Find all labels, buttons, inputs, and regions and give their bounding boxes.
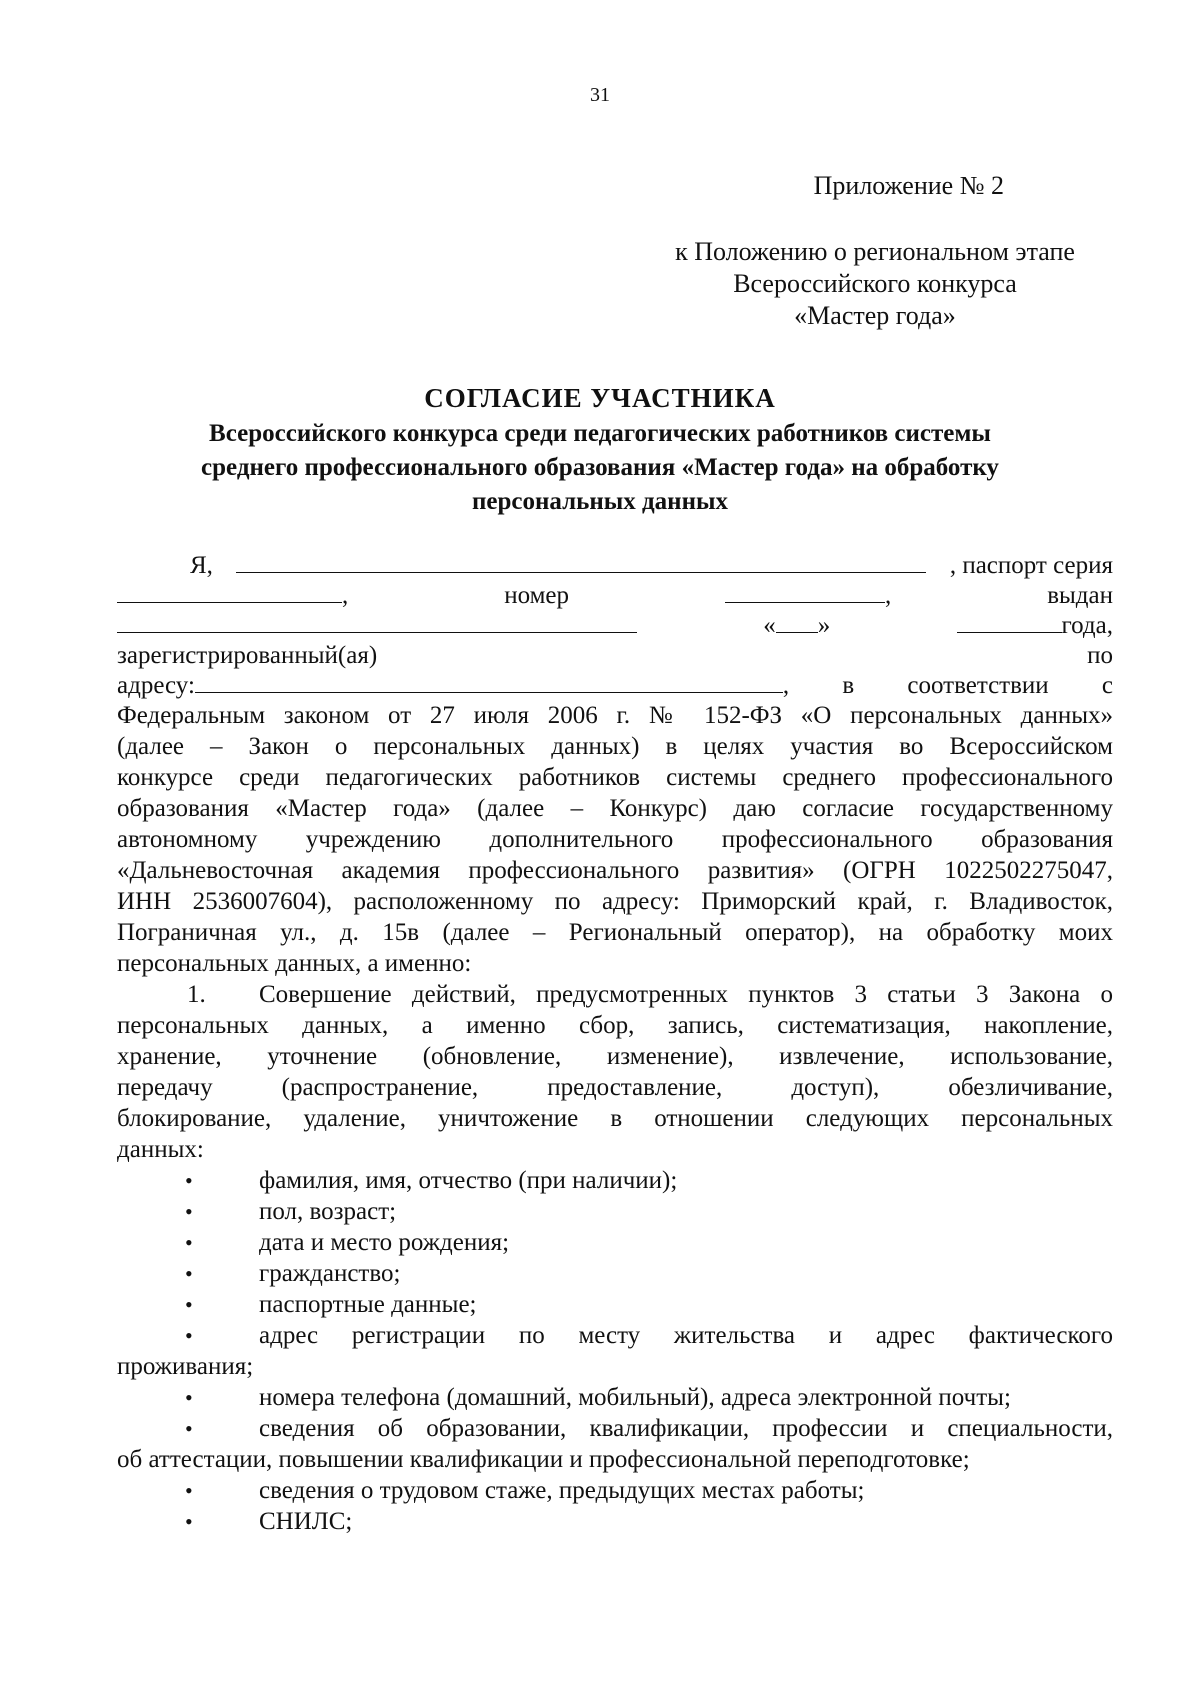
bullet-icon: • [185, 1478, 193, 1503]
ya-label: Я, [190, 552, 213, 579]
body-line: конкурсе среди педагогических работников системы среднего профессионального [117, 764, 1113, 791]
issued-by-field[interactable] [117, 610, 637, 633]
body-line: автономному учреждению дополнительного профессионального образования [117, 826, 1113, 853]
issued-label: выдан [1047, 582, 1113, 609]
item-1-text: Совершение действий, предусмотренных пунктов 3 статьи 3 Закона о [259, 981, 1113, 1008]
bullet-icon: • [185, 1292, 193, 1317]
v-word: в [842, 672, 855, 699]
appendix-title: Приложение № 2 [813, 171, 1004, 200]
list-item [117, 1506, 1113, 1537]
item-1-line: передачу (распространение, предоставление, доступ), обезличивание, [117, 1074, 1113, 1101]
bullet-icon: • [185, 1230, 193, 1255]
number-label: номер [504, 582, 570, 609]
list-item [117, 1320, 1113, 1351]
list-item-text: сведения об образовании, квалификации, профессии и специальности, [259, 1415, 1113, 1442]
title-line-4: персональных данных [471, 488, 729, 515]
body-line: образования «Мастер года» (далее – Конкурс) даю согласие государственному [117, 795, 1113, 822]
passport-series-field[interactable] [117, 580, 342, 603]
bullet-icon: • [185, 1509, 193, 1534]
list-item [117, 1165, 1113, 1196]
title-line-3: среднего профессионального образования «Мастер года» на обработку [201, 454, 999, 481]
list-item-text: СНИЛС; [259, 1508, 353, 1535]
item-1-line: данных: [117, 1136, 204, 1163]
body-line: персональных данных, а именно: [117, 950, 472, 977]
passport-number-field[interactable] [725, 580, 885, 603]
list-item [117, 1475, 1113, 1506]
address-label: адресу: [117, 672, 195, 699]
page-number: 31 [590, 84, 610, 106]
quote-open: « [763, 612, 776, 639]
personal-data-list [117, 1165, 1113, 1537]
comma: , [884, 582, 892, 609]
quote-close: » [817, 612, 831, 639]
appendix-reference [640, 236, 1110, 332]
item-1-first-line [117, 979, 1113, 1010]
list-item-text: номера телефона (домашний, мобильный), адреса электронной почты; [259, 1384, 1011, 1411]
list-item-text: дата и место рождения; [259, 1229, 510, 1256]
s-word: с [1101, 672, 1113, 699]
form-line-address [117, 670, 1113, 701]
item-number: 1. [187, 981, 206, 1008]
comma: , [782, 672, 790, 699]
form-line-passport [117, 580, 1113, 611]
list-item-text: паспортные данные; [259, 1291, 477, 1318]
reference-line-2: Всероссийского конкурса [733, 269, 1017, 298]
list-item-text: адрес регистрации по месту жительства и адрес фактического [259, 1322, 1113, 1349]
bullet-icon: • [185, 1199, 193, 1224]
reference-line-3: «Мастер года» [794, 301, 956, 330]
body-line: (далее – Закон о персональных данных) в целях участия во Всероссийском [117, 733, 1113, 760]
bullet-icon: • [185, 1416, 193, 1441]
list-item-text: фамилия, имя, отчество (при наличии); [259, 1167, 678, 1194]
year-label: года, [1061, 612, 1113, 639]
po-label: по [1087, 642, 1113, 669]
list-item-continuation: проживания; [117, 1353, 254, 1380]
document-title: СОГЛАСИЕ УЧАСТНИКА [424, 383, 776, 413]
item-1-line: персональных данных, а именно сбор, запись, систематизация, накопление, [117, 1012, 1113, 1039]
title-line-2: Всероссийского конкурса среди педагогических работников системы [209, 420, 991, 447]
body-line: ИНН 2536007604), расположенному по адресу: Приморский край, г. Владивосток, [117, 888, 1113, 915]
form-line-registered [117, 640, 1113, 671]
body-line: Федеральным законом от 27 июля 2006 г. № 152-ФЗ «О персональных данных» [117, 702, 1113, 729]
item-1-line: блокирование, удаление, уничтожение в отношении следующих персональных [117, 1105, 1113, 1132]
list-item [117, 1413, 1113, 1444]
form-line-name [117, 550, 1113, 581]
list-item [117, 1382, 1113, 1413]
list-item [117, 1227, 1113, 1258]
reference-line-1: к Положению о региональном этапе [675, 237, 1075, 266]
list-item-text: гражданство; [259, 1260, 401, 1287]
form-line-issued [117, 610, 1113, 641]
body-line: Пограничная ул., д. 15в (далее – Региональный оператор), на обработку моих [117, 919, 1113, 946]
list-item-continuation: об аттестации, повышении квалификации и профессиональной переподготовке; [117, 1446, 970, 1473]
list-item-text: сведения о трудовом стаже, предыдущих местах работы; [259, 1477, 865, 1504]
consent-paragraph [117, 700, 1113, 979]
full-name-field[interactable] [236, 550, 926, 573]
body-line: «Дальневосточная академия профессионального развития» (ОГРН 1022502275047, [117, 857, 1113, 884]
item-1 [117, 979, 1113, 1165]
issue-day-field[interactable] [776, 610, 818, 633]
item-1-line: хранение, уточнение (обновление, изменение), извлечение, использование, [117, 1043, 1113, 1070]
bullet-icon: • [185, 1323, 193, 1348]
registered-label: зарегистрированный(ая) [117, 642, 378, 669]
address-field[interactable] [195, 670, 783, 693]
issue-year-field[interactable] [957, 610, 1062, 633]
list-item [117, 1289, 1113, 1320]
issue-day-group [763, 610, 830, 641]
list-item-text: пол, возраст; [259, 1198, 397, 1225]
accordance-word: соответствии [907, 672, 1049, 699]
list-item [117, 1258, 1113, 1289]
passport-series-label: , паспорт серия [949, 552, 1113, 579]
list-item [117, 1196, 1113, 1227]
bullet-icon: • [185, 1168, 193, 1193]
bullet-icon: • [185, 1261, 193, 1286]
comma: , [342, 582, 349, 609]
bullet-icon: • [185, 1385, 193, 1410]
